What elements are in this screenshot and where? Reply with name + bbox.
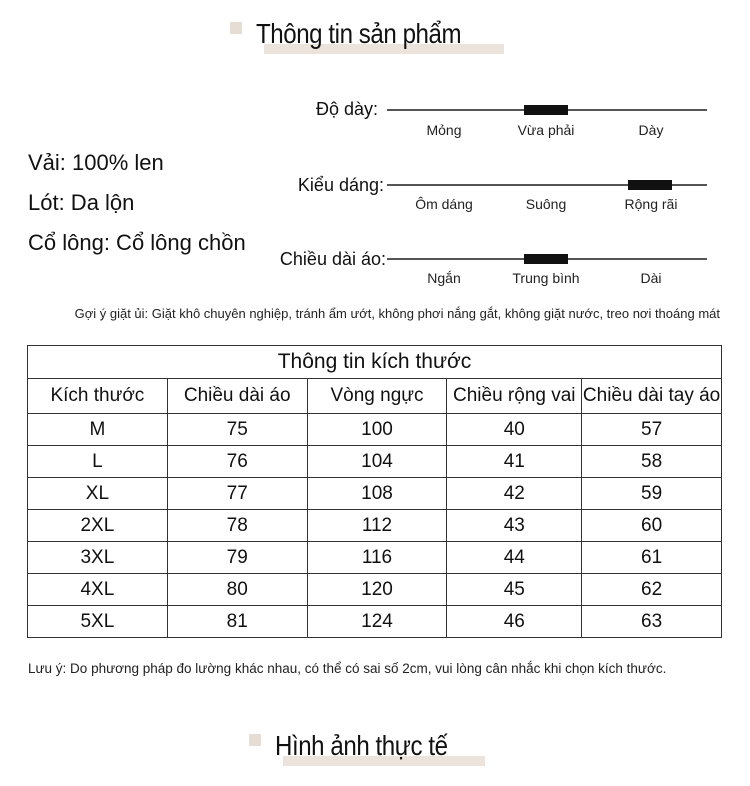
table-cell: 4XL — [28, 574, 168, 606]
real-photos-title: Hình ảnh thực tế — [274, 730, 448, 761]
table-cell: 40 — [447, 414, 582, 446]
measurement-note: Lưu ý: Do phương pháp đo lường khác nhau, có thể có sai số 2cm, vui lòng cân nhắc khi chọn kích thước. — [28, 661, 667, 676]
scale-option: Dày — [638, 122, 664, 138]
wash-tip: Gợi ý giặt ủi: Giặt khô chuyên nghiệp, tránh ẩm ướt, không phơi nắng gắt, không giặt nước, treo nơi thoáng mát — [74, 306, 720, 321]
table-cell: 60 — [582, 510, 722, 542]
table-cell: 79 — [167, 542, 307, 574]
table-cell: 62 — [582, 574, 722, 606]
size-table-header-row — [28, 379, 722, 414]
header-size: Kích thước — [28, 379, 168, 414]
table-cell: 81 — [167, 606, 307, 638]
table-cell: 78 — [167, 510, 307, 542]
table-cell: XL — [28, 478, 168, 510]
size-table-caption-row — [28, 346, 722, 379]
table-cell: 45 — [447, 574, 582, 606]
table-row — [28, 606, 722, 638]
scale-option: Trung bình — [512, 270, 580, 286]
table-row — [28, 542, 722, 574]
scale-option: Dài — [640, 270, 662, 286]
real-photos-title-block — [0, 730, 750, 762]
table-cell: 58 — [582, 446, 722, 478]
header-sleeve: Chiều dài tay áo — [582, 379, 722, 414]
scale-marker — [524, 105, 568, 115]
table-cell: 44 — [447, 542, 582, 574]
table-row — [28, 478, 722, 510]
table-cell: 46 — [447, 606, 582, 638]
title-square-decoration — [230, 22, 242, 34]
size-table-caption: Thông tin kích thước — [28, 346, 722, 379]
table-cell: 112 — [307, 510, 447, 542]
table-cell: 5XL — [28, 606, 168, 638]
table-row — [28, 446, 722, 478]
table-cell: 2XL — [28, 510, 168, 542]
scale-label: Kiểu dáng: — [297, 175, 384, 195]
lining-text: Lót: Da lộn — [28, 190, 135, 215]
table-cell: 80 — [167, 574, 307, 606]
table-cell: 41 — [447, 446, 582, 478]
table-cell: 100 — [307, 414, 447, 446]
table-row — [28, 510, 722, 542]
table-cell: 43 — [447, 510, 582, 542]
header-chest: Vòng ngực — [307, 379, 447, 414]
table-cell: 124 — [307, 606, 447, 638]
collar-text: Cổ lông: Cổ lông chồn — [28, 230, 246, 255]
table-cell: L — [28, 446, 168, 478]
table-cell: M — [28, 414, 168, 446]
table-cell: 108 — [307, 478, 447, 510]
table-cell: 76 — [167, 446, 307, 478]
table-cell: 63 — [582, 606, 722, 638]
size-table — [27, 345, 722, 638]
table-cell: 104 — [307, 446, 447, 478]
table-cell: 57 — [582, 414, 722, 446]
scale-option: Vừa phải — [517, 122, 575, 138]
table-cell: 61 — [582, 542, 722, 574]
table-cell: 120 — [307, 574, 447, 606]
scale-option: Mỏng — [426, 122, 462, 138]
table-row — [28, 574, 722, 606]
scale-option: Suông — [525, 196, 567, 212]
table-cell: 77 — [167, 478, 307, 510]
scale-option: Ôm dáng — [415, 196, 473, 212]
fabric-text: Vải: 100% len — [28, 150, 164, 175]
product-info-title-block — [0, 18, 750, 50]
table-cell: 116 — [307, 542, 447, 574]
table-cell: 75 — [167, 414, 307, 446]
scale-label: Chiều dài áo: — [279, 249, 386, 269]
table-cell: 42 — [447, 478, 582, 510]
table-row — [28, 414, 722, 446]
scale-marker — [628, 180, 672, 190]
scale-label: Độ dày: — [315, 99, 378, 119]
scale-marker — [524, 254, 568, 264]
title-square-decoration — [249, 734, 261, 746]
scale-option: Rộng rãi — [624, 196, 678, 212]
product-info-title: Thông tin sản phẩm — [255, 18, 461, 49]
scale-option: Ngắn — [427, 270, 461, 286]
table-cell: 3XL — [28, 542, 168, 574]
table-cell: 59 — [582, 478, 722, 510]
header-length: Chiều dài áo — [167, 379, 307, 414]
header-shoulder: Chiều rộng vai — [447, 379, 582, 414]
